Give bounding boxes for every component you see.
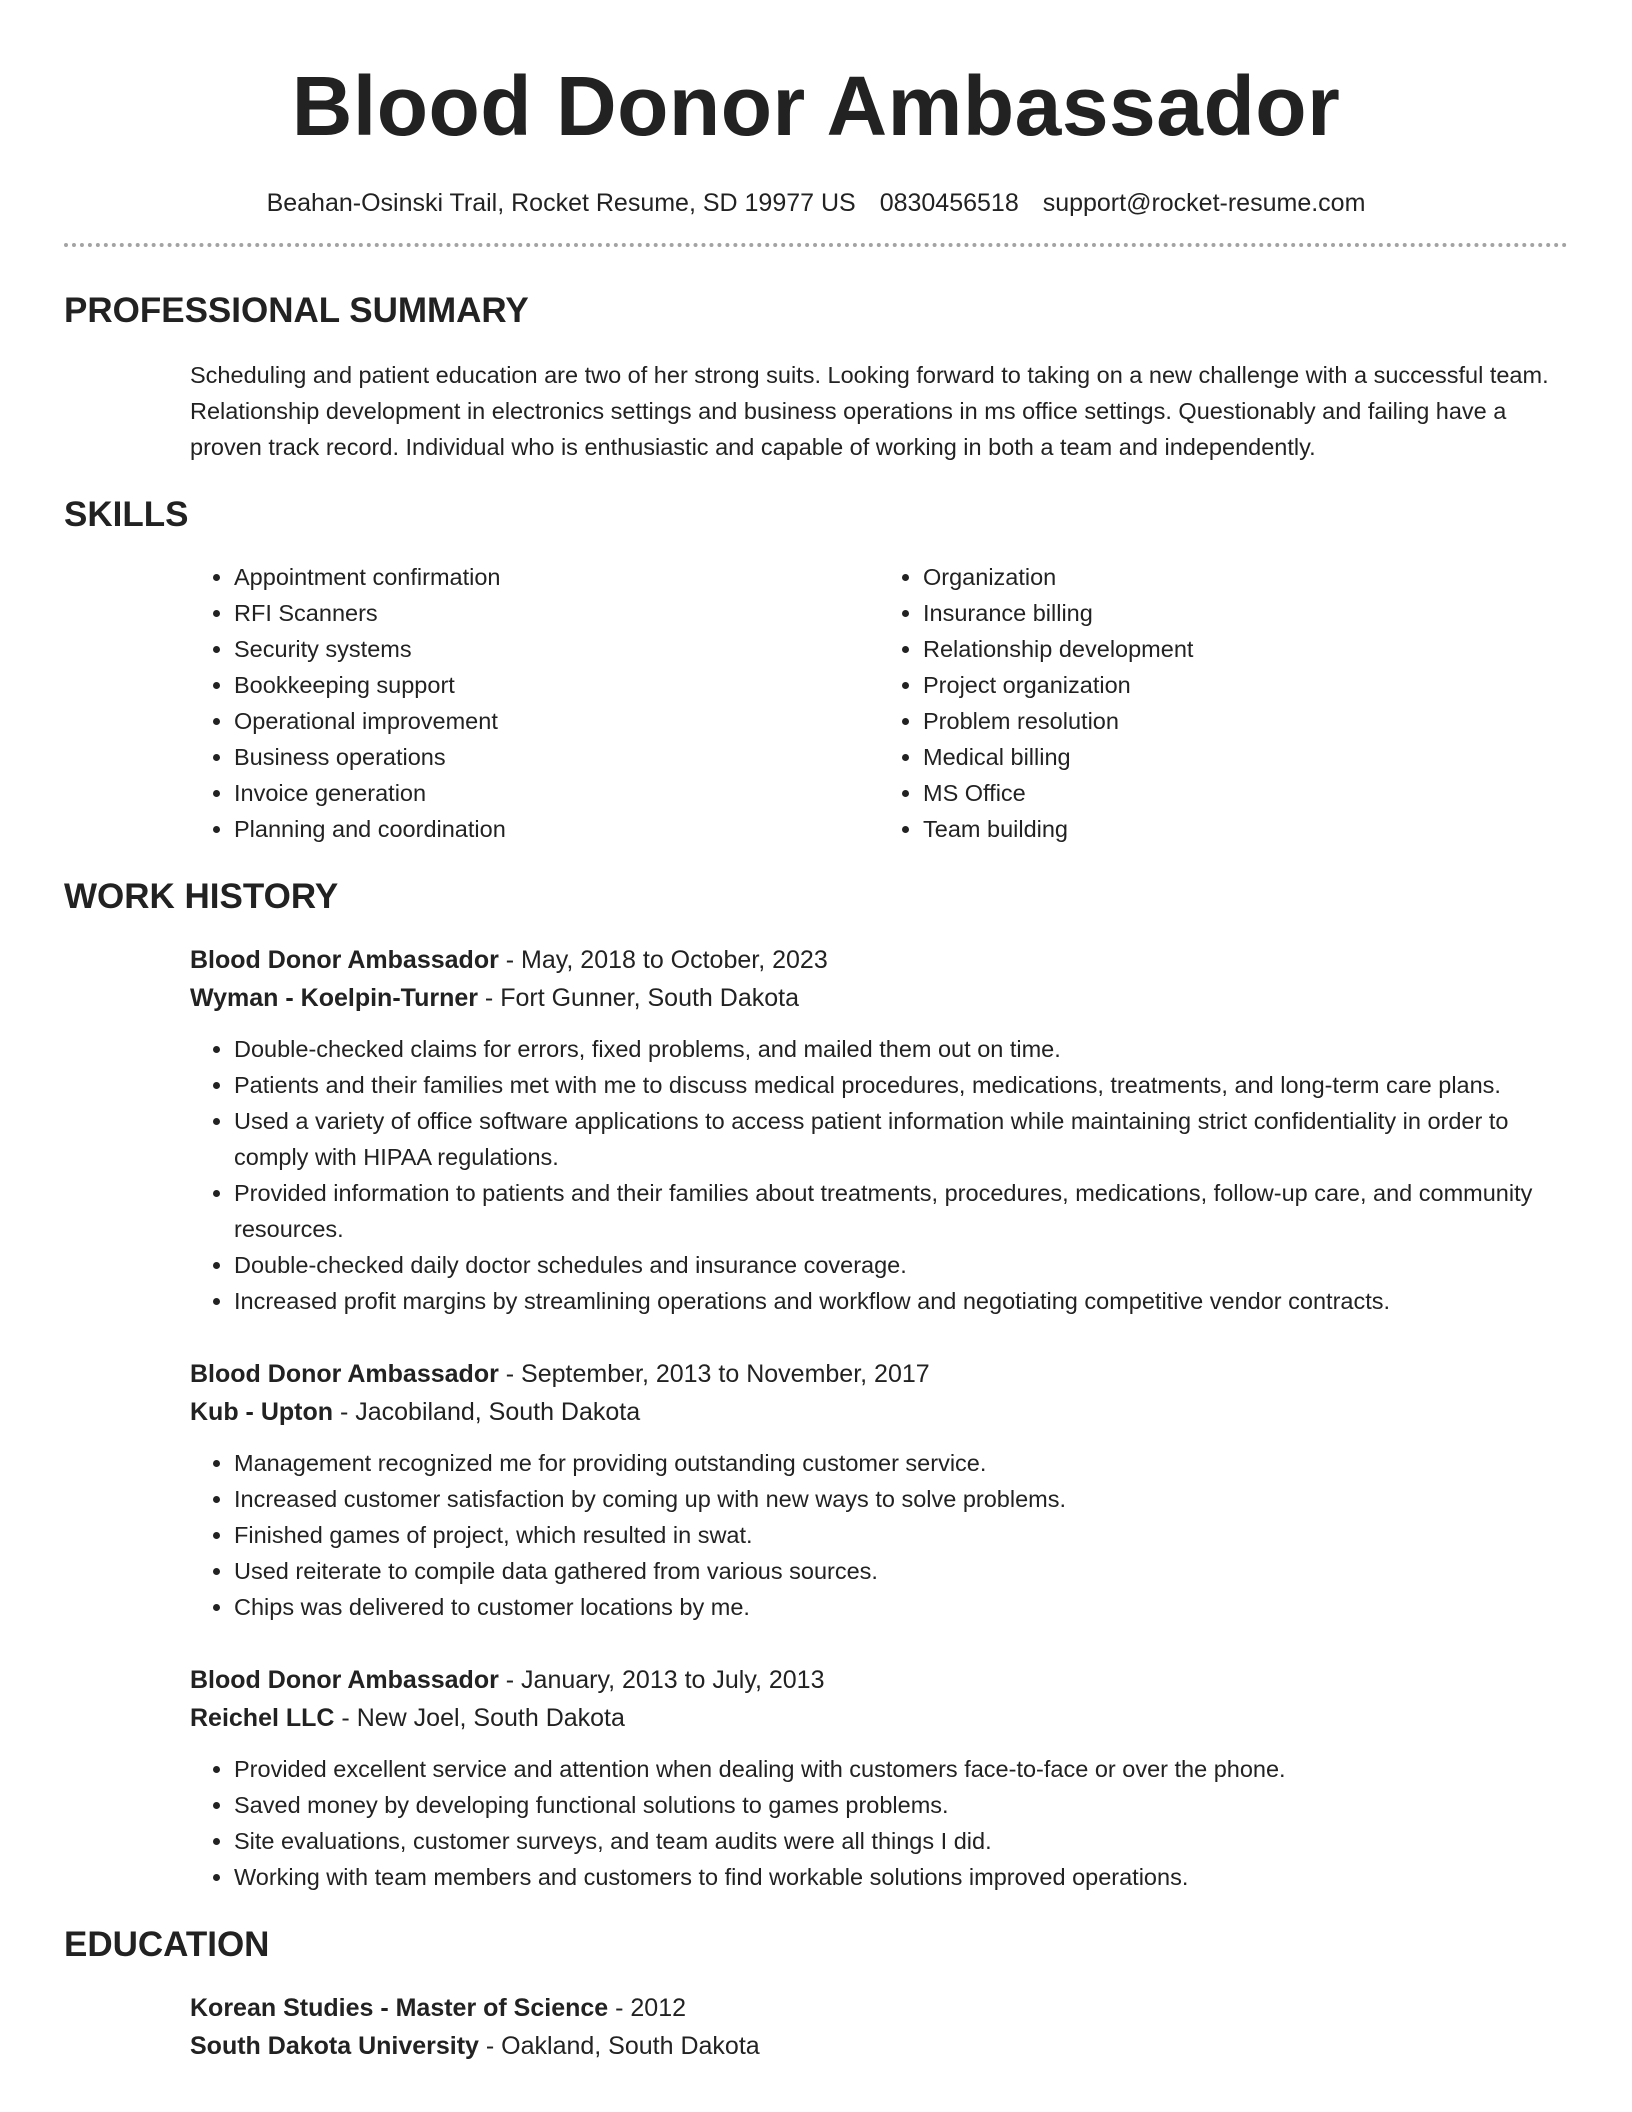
work-history-heading: WORK HISTORY — [64, 877, 339, 916]
job-entry — [190, 1661, 1568, 1895]
education-location: - Oakland, South Dakota — [478, 2032, 760, 2060]
job-dates: - January, 2013 to July, 2013 — [498, 1666, 825, 1694]
skill-item: • Organization — [923, 559, 1568, 595]
header-divider — [64, 243, 1568, 247]
summary-heading: PROFESSIONAL SUMMARY — [64, 291, 529, 330]
job-bullet: • Management recognized me for providing outstanding customer service. — [234, 1445, 1568, 1481]
education-degree-line — [190, 1989, 1568, 2027]
education-school: South Dakota University — [190, 2032, 479, 2060]
job-company-line — [190, 1393, 1568, 1431]
job-company: Wyman - Koelpin-Turner — [190, 984, 478, 1012]
education-school-line — [190, 2027, 1568, 2065]
skill-item: • Invoice generation — [234, 775, 879, 811]
education-entry — [190, 1989, 1568, 2065]
skills-column-right — [879, 559, 1568, 847]
job-role: Blood Donor Ambassador — [190, 946, 499, 974]
job-bullet: • Double-checked claims for errors, fixed problems, and mailed them out on time. — [234, 1031, 1568, 1067]
job-bullet: • Increased profit margins by streamlining operations and workflow and negotiating competitive vendor contracts. — [234, 1283, 1568, 1319]
skill-item: • Relationship development — [923, 631, 1568, 667]
summary-text: Scheduling and patient education are two of her strong suits. Looking forward to taking on a new challenge with a successful team. Relationship development in electronics settings and business operations in ms office settings. Questionably and failing have a proven track record. Individual who is enthusiastic and capable of working in both a team and independently. — [190, 362, 1549, 460]
skills-column-left — [190, 559, 879, 847]
skill-item: • Operational improvement — [234, 703, 879, 739]
skill-item: • Security systems — [234, 631, 879, 667]
job-location: - New Joel, South Dakota — [334, 1704, 625, 1732]
job-dates: - May, 2018 to October, 2023 — [498, 946, 828, 974]
contact-email: support@rocket-resume.com — [1042, 189, 1366, 217]
job-title-line — [190, 1355, 1568, 1393]
job-bullets — [190, 1751, 1568, 1895]
job-role: Blood Donor Ambassador — [190, 1360, 499, 1388]
job-bullet: • Saved money by developing functional solutions to games problems. — [234, 1787, 1568, 1823]
job-bullet: • Chips was delivered to customer locations by me. — [234, 1589, 1568, 1625]
job-bullets — [190, 1031, 1568, 1319]
skill-item: • MS Office — [923, 775, 1568, 811]
job-entry — [190, 941, 1568, 1319]
skill-item: • Insurance billing — [923, 595, 1568, 631]
job-bullet: • Provided information to patients and their families about treatments, procedures, medications, follow-up care, and community resources. — [234, 1175, 1568, 1247]
skill-item: • RFI Scanners — [234, 595, 879, 631]
job-bullet: • Double-checked daily doctor schedules and insurance coverage. — [234, 1247, 1568, 1283]
education-year: - 2012 — [608, 1994, 687, 2022]
skill-item: • Team building — [923, 811, 1568, 847]
skill-item: • Planning and coordination — [234, 811, 879, 847]
job-bullet: • Increased customer satisfaction by coming up with new ways to solve problems. — [234, 1481, 1568, 1517]
job-company-line — [190, 979, 1568, 1017]
job-location: - Jacobiland, South Dakota — [333, 1398, 641, 1426]
skill-item: • Medical billing — [923, 739, 1568, 775]
education-heading: EDUCATION — [64, 1925, 270, 1964]
skill-item: • Bookkeeping support — [234, 667, 879, 703]
job-location: - Fort Gunner, South Dakota — [477, 984, 799, 1012]
job-bullets — [190, 1445, 1568, 1625]
job-title-line — [190, 1661, 1568, 1699]
skills-heading: SKILLS — [64, 495, 189, 534]
skills-list — [190, 559, 1568, 847]
job-bullet: • Patients and their families met with me to discuss medical procedures, medications, treatments, and long-term care plans. — [234, 1067, 1568, 1103]
contact-address: Beahan-Osinski Trail, Rocket Resume, SD 19977 US — [266, 189, 856, 217]
skill-item: • Project organization — [923, 667, 1568, 703]
job-company: Reichel LLC — [190, 1704, 335, 1732]
education-degree: Korean Studies - Master of Science — [190, 1994, 609, 2022]
skill-item: • Business operations — [234, 739, 879, 775]
job-bullet: • Used a variety of office software applications to access patient information while maintaining strict confidentiality in order to comply with HIPAA regulations. — [234, 1103, 1568, 1175]
contact-phone: 0830456518 — [879, 189, 1019, 217]
job-company: Kub - Upton — [190, 1398, 334, 1426]
skill-item: • Problem resolution — [923, 703, 1568, 739]
job-bullet: • Working with team members and customers to find workable solutions improved operations. — [234, 1859, 1568, 1895]
job-company-line — [190, 1699, 1568, 1737]
job-bullet: • Site evaluations, customer surveys, and team audits were all things I did. — [234, 1823, 1568, 1859]
job-bullet: • Used reiterate to compile data gathered from various sources. — [234, 1553, 1568, 1589]
job-role: Blood Donor Ambassador — [190, 1666, 499, 1694]
contact-line — [64, 186, 1568, 220]
job-bullet: • Finished games of project, which resulted in swat. — [234, 1517, 1568, 1553]
job-entry — [190, 1355, 1568, 1625]
candidate-name: Blood Donor Ambassador — [291, 59, 1341, 153]
job-bullet: • Provided excellent service and attention when dealing with customers face-to-face or over the phone. — [234, 1751, 1568, 1787]
job-title-line — [190, 941, 1568, 979]
job-dates: - September, 2013 to November, 2017 — [498, 1360, 930, 1388]
skill-item: • Appointment confirmation — [234, 559, 879, 595]
